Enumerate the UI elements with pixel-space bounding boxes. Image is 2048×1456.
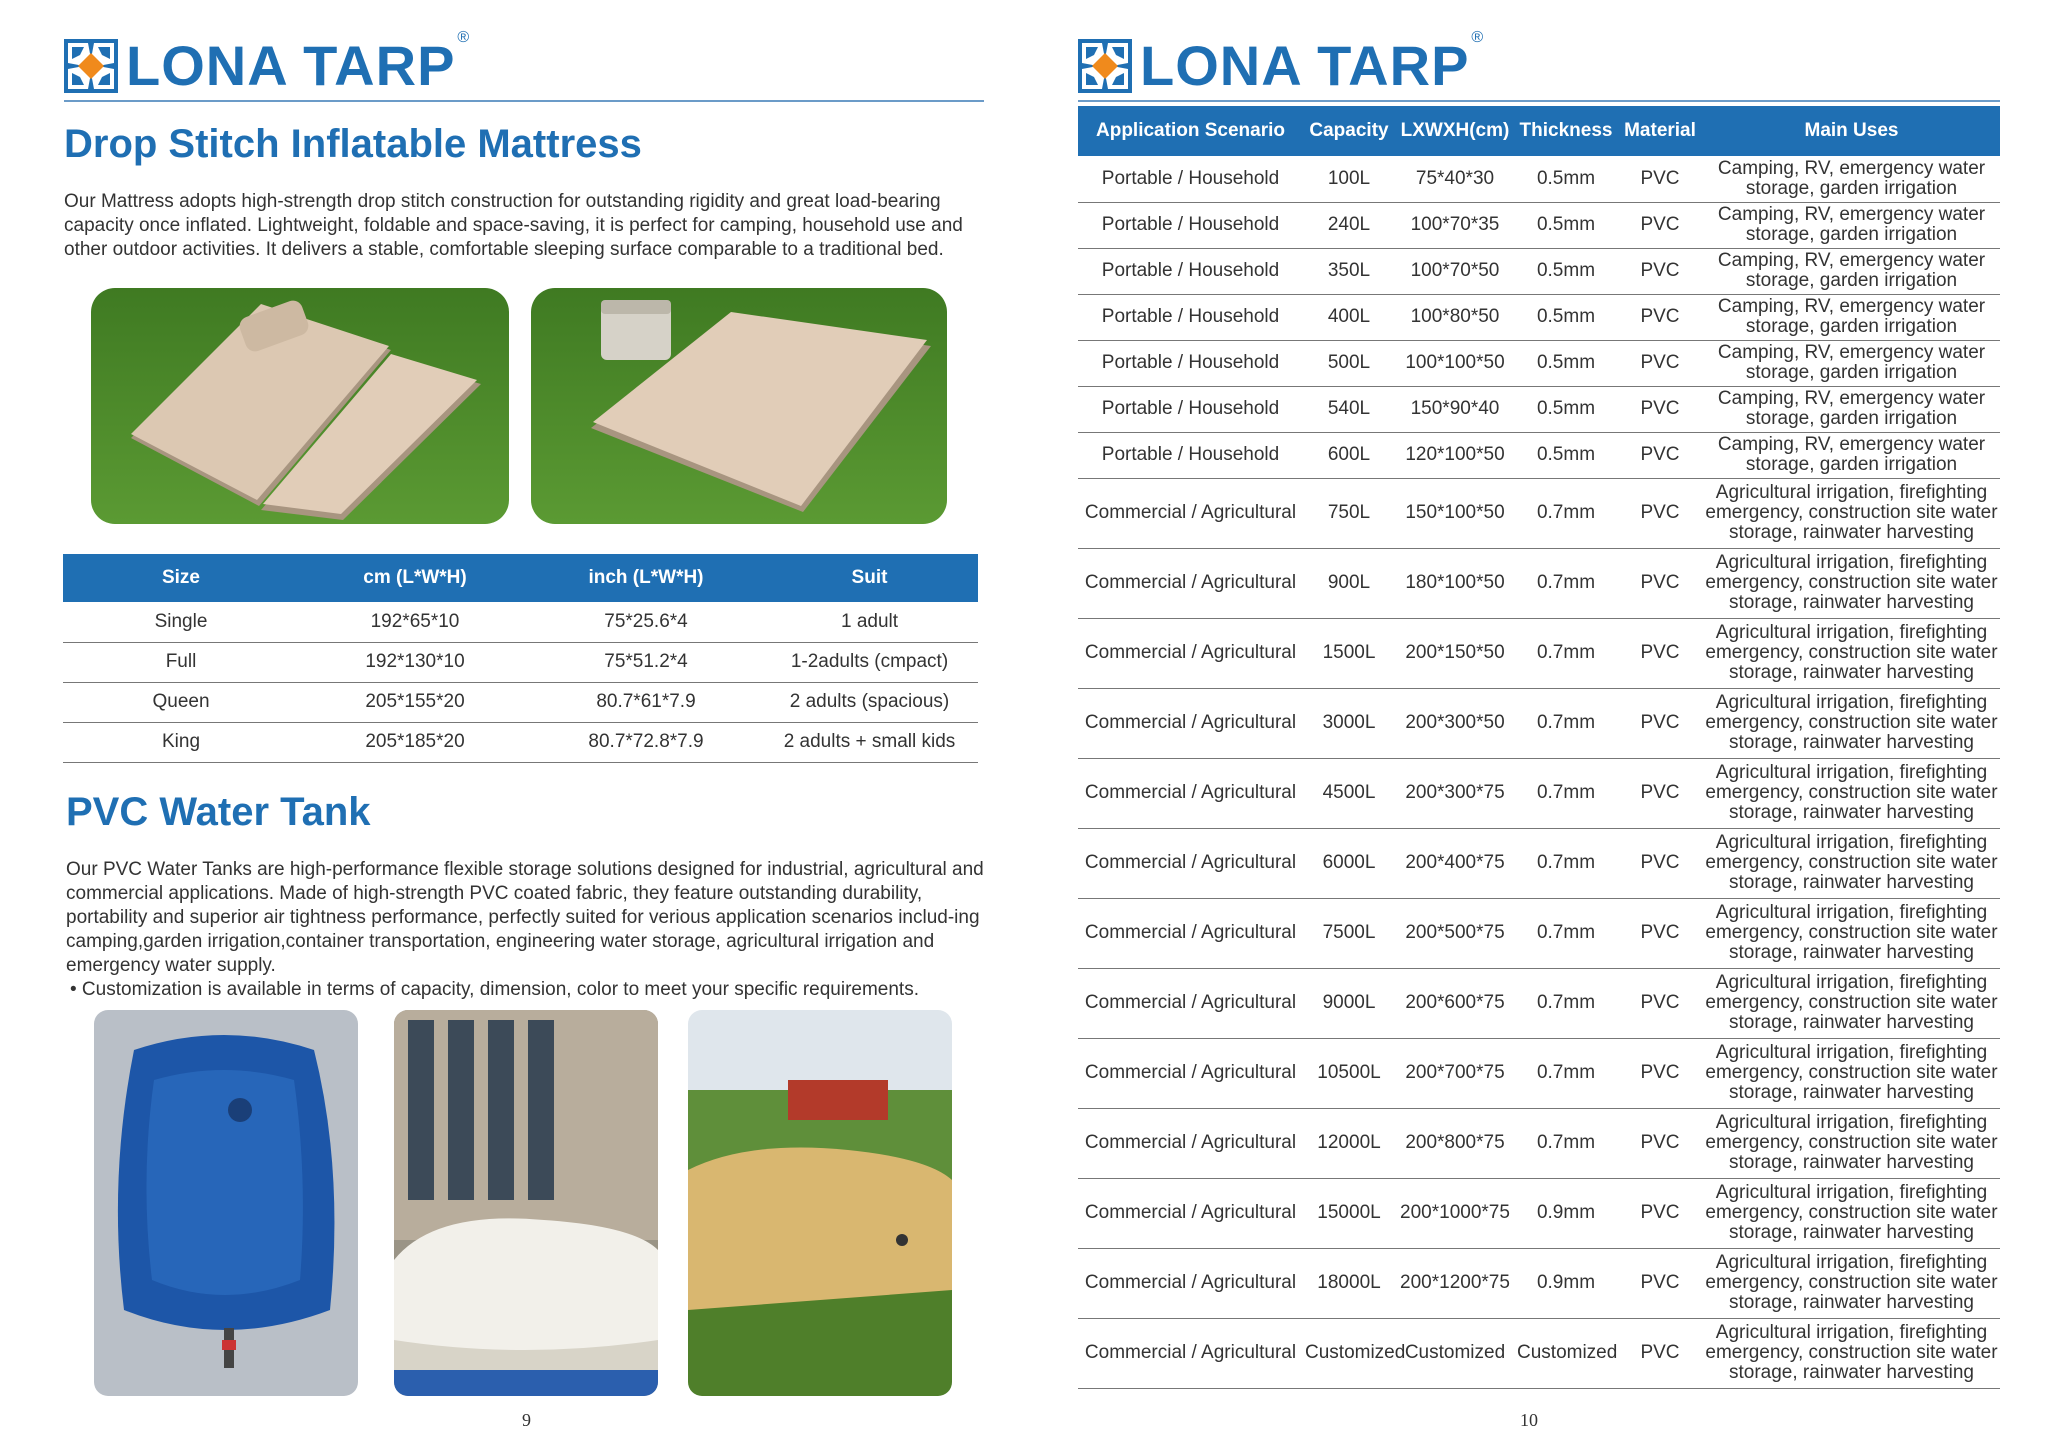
table-cell: 75*40*30 [1395,156,1515,202]
table-cell: PVC [1617,828,1703,898]
table-cell: 0.7mm [1515,1038,1617,1108]
table-cell: PVC [1617,202,1703,248]
table-cell: Commercial / Agricultural [1078,1038,1303,1108]
table-cell: Full [63,642,299,682]
table-cell: PVC [1617,432,1703,478]
table-cell: 192*130*10 [299,642,531,682]
table-cell: PVC [1617,294,1703,340]
main-uses-cell: Agricultural irrigation, firefighting emergency, construction site water storage, rainwater harvesting [1703,1108,2000,1178]
table-cell: PVC [1617,248,1703,294]
table-cell: 0.7mm [1515,828,1617,898]
table-cell: 200*300*50 [1395,688,1515,758]
table-cell: PVC [1617,156,1703,202]
table-cell: 18000L [1303,1248,1395,1318]
table-cell: 100*70*35 [1395,202,1515,248]
table-cell: 15000L [1303,1178,1395,1248]
table-cell: 200*500*75 [1395,898,1515,968]
table-cell: 0.7mm [1515,618,1617,688]
logo-mark-icon [1078,39,1132,93]
col-main-uses: Main Uses [1703,106,2000,156]
table-row [1078,688,2000,758]
col-dimensions: LXWXH(cm) [1395,106,1515,156]
col-application-scenario: Application Scenario [1078,106,1303,156]
table-cell: Commercial / Agricultural [1078,478,1303,548]
table-cell: PVC [1617,618,1703,688]
table-cell: 2 adults (spacious) [761,682,978,722]
table-cell: 100*70*50 [1395,248,1515,294]
table-cell: 900L [1303,548,1395,618]
table-cell: Commercial / Agricultural [1078,688,1303,758]
tank-description: Our PVC Water Tanks are high-performance flexible storage solutions designed for industrial, agricultural and commercial applications. Made of high-strength PVC coated fabric, they feature outstanding durability, portability and superior air tightness performance, perfectly suited for verious application scenarios includ-ing camping,garden irrigation,container transportation, engineering water storage, agricultural irrigation and emergency water supply. [66,859,984,976]
table-cell: 12000L [1303,1108,1395,1178]
table-cell: Portable / Household [1078,248,1303,294]
table-cell: 150*100*50 [1395,478,1515,548]
table-cell: PVC [1617,1108,1703,1178]
table-cell: PVC [1617,1038,1703,1108]
table-cell: 7500L [1303,898,1395,968]
table-cell: 0.7mm [1515,478,1617,548]
main-uses-cell: Agricultural irrigation, firefighting emergency, construction site water storage, rainwater harvesting [1703,898,2000,968]
table-cell: 100*80*50 [1395,294,1515,340]
table-cell: 500L [1303,340,1395,386]
page-number: 9 [522,1410,531,1430]
table-cell: PVC [1617,340,1703,386]
table-cell: PVC [1617,968,1703,1038]
table-cell: Commercial / Agricultural [1078,828,1303,898]
header-rule [1078,100,2000,102]
table-cell: Commercial / Agricultural [1078,1178,1303,1248]
table-cell: 180*100*50 [1395,548,1515,618]
mattress-description: Our Mattress adopts high-strength drop stitch construction for outstanding rigidity and great load-bearing capacity once inflated. Lightweight, foldable and space-saving, it is perfect for camping, household use and other outdoor activities. It delivers a stable, comfortable sleeping surface comparable to a traditional bed. [64,191,963,260]
table-cell: 0.7mm [1515,688,1617,758]
registered-mark: ® [1471,29,1484,46]
brand-name: LONA TARP [1140,34,1470,97]
brand-name: LONA TARP [126,34,456,97]
table-cell: 200*800*75 [1395,1108,1515,1178]
table-cell: 0.5mm [1515,248,1617,294]
table-cell: 205*185*20 [299,722,531,762]
table-cell: Commercial / Agricultural [1078,1248,1303,1318]
table-row [63,682,978,722]
table-cell: 1500L [1303,618,1395,688]
table-cell: 200*700*75 [1395,1038,1515,1108]
field-tank-photo [688,1010,952,1396]
table-cell: 400L [1303,294,1395,340]
main-uses-cell: Camping, RV, emergency water storage, garden irrigation [1703,202,2000,248]
table-cell: Customized [1515,1318,1617,1388]
main-uses-cell: Agricultural irrigation, firefighting emergency, construction site water storage, rainwater harvesting [1703,548,2000,618]
table-cell: 80.7*72.8*7.9 [531,722,761,762]
col-inch: inch (L*W*H) [531,554,761,602]
mattress-title: Drop Stitch Inflatable Mattress [64,122,642,166]
table-row [1078,432,2000,478]
blue-tank-photo [94,1010,358,1396]
table-cell: 100L [1303,156,1395,202]
water-tank-spec-table [1078,106,2000,1389]
table-cell: Portable / Household [1078,202,1303,248]
table-cell: Customized [1303,1318,1395,1388]
table-row [63,602,978,642]
table-cell: 0.5mm [1515,156,1617,202]
mattress-size-table [63,554,978,763]
table-cell: 150*90*40 [1395,386,1515,432]
table-cell: 100*100*50 [1395,340,1515,386]
table-cell: 0.7mm [1515,898,1617,968]
table-cell: 0.9mm [1515,1178,1617,1248]
main-uses-cell: Camping, RV, emergency water storage, garden irrigation [1703,294,2000,340]
main-uses-cell: Agricultural irrigation, firefighting emergency, construction site water storage, rainwater harvesting [1703,828,2000,898]
page-number: 10 [1520,1410,1538,1430]
table-row [1078,1178,2000,1248]
table-row [1078,1318,2000,1388]
table-cell: 0.5mm [1515,386,1617,432]
main-uses-cell: Agricultural irrigation, firefighting emergency, construction site water storage, rainwater harvesting [1703,688,2000,758]
brand-logo [1078,29,1484,97]
table-cell: Single [63,602,299,642]
main-uses-cell: Agricultural irrigation, firefighting emergency, construction site water storage, rainwater harvesting [1703,618,2000,688]
table-cell: 200*400*75 [1395,828,1515,898]
table-cell: Portable / Household [1078,156,1303,202]
catalog-page-right [1024,0,2048,1456]
table-row [63,722,978,762]
header-rule [64,100,984,102]
main-uses-cell: Camping, RV, emergency water storage, garden irrigation [1703,432,2000,478]
table-row [1078,548,2000,618]
table-cell: 80.7*61*7.9 [531,682,761,722]
table-cell: 200*300*75 [1395,758,1515,828]
table-cell: PVC [1617,1248,1703,1318]
table-cell: 0.7mm [1515,758,1617,828]
table-cell: 6000L [1303,828,1395,898]
table-header-row [63,554,978,602]
table-row [1078,202,2000,248]
logo-mark-icon [64,39,118,93]
table-row [1078,156,2000,202]
table-cell: 0.7mm [1515,968,1617,1038]
tank-title: PVC Water Tank [66,790,371,834]
col-cm: cm (L*W*H) [299,554,531,602]
table-cell: 0.5mm [1515,202,1617,248]
tank-customization-note: • Customization is available in terms of capacity, dimension, color to meet your specific requirements. [70,979,919,1000]
brand-logo [64,29,470,97]
table-cell: 600L [1303,432,1395,478]
table-cell: 0.5mm [1515,432,1617,478]
table-cell: 3000L [1303,688,1395,758]
table-cell: Commercial / Agricultural [1078,968,1303,1038]
main-uses-cell: Agricultural irrigation, firefighting emergency, construction site water storage, rainwater harvesting [1703,1038,2000,1108]
table-cell: Commercial / Agricultural [1078,758,1303,828]
table-cell: 192*65*10 [299,602,531,642]
main-uses-cell: Agricultural irrigation, firefighting emergency, construction site water storage, rainwater harvesting [1703,758,2000,828]
table-cell: 120*100*50 [1395,432,1515,478]
table-cell: Queen [63,682,299,722]
table-row [1078,1108,2000,1178]
main-uses-cell: Agricultural irrigation, firefighting emergency, construction site water storage, rainwater harvesting [1703,1318,2000,1388]
table-cell: Customized [1395,1318,1515,1388]
col-capacity: Capacity [1303,106,1395,156]
white-pillow-tank-photo [394,1010,658,1396]
table-cell: Commercial / Agricultural [1078,1108,1303,1178]
table-cell: 0.5mm [1515,294,1617,340]
table-cell: 75*25.6*4 [531,602,761,642]
table-row [1078,828,2000,898]
table-cell: 2 adults + small kids [761,722,978,762]
table-cell: 200*150*50 [1395,618,1515,688]
table-cell: Portable / Household [1078,294,1303,340]
table-cell: Commercial / Agricultural [1078,898,1303,968]
main-uses-cell: Agricultural irrigation, firefighting emergency, construction site water storage, rainwater harvesting [1703,1178,2000,1248]
table-cell: Portable / Household [1078,386,1303,432]
table-cell: PVC [1617,478,1703,548]
table-row [1078,340,2000,386]
table-row [1078,248,2000,294]
table-cell: Portable / Household [1078,432,1303,478]
col-size: Size [63,554,299,602]
col-suit: Suit [761,554,978,602]
table-cell: 4500L [1303,758,1395,828]
table-cell: 0.5mm [1515,340,1617,386]
table-row [1078,618,2000,688]
table-cell: 540L [1303,386,1395,432]
table-cell: Commercial / Agricultural [1078,548,1303,618]
table-cell: 0.7mm [1515,1108,1617,1178]
table-cell: 10500L [1303,1038,1395,1108]
table-row [1078,758,2000,828]
table-row [1078,386,2000,432]
main-uses-cell: Agricultural irrigation, firefighting emergency, construction site water storage, rainwater harvesting [1703,1248,2000,1318]
table-cell: Portable / Household [1078,340,1303,386]
table-row [1078,968,2000,1038]
table-cell: 9000L [1303,968,1395,1038]
main-uses-cell: Camping, RV, emergency water storage, garden irrigation [1703,340,2000,386]
table-cell: PVC [1617,898,1703,968]
table-cell: 200*1000*75 [1395,1178,1515,1248]
table-row [1078,1248,2000,1318]
registered-mark: ® [457,29,470,46]
table-cell: 200*1200*75 [1395,1248,1515,1318]
main-uses-cell: Camping, RV, emergency water storage, garden irrigation [1703,156,2000,202]
table-row [1078,478,2000,548]
table-row [1078,898,2000,968]
table-cell: PVC [1617,688,1703,758]
table-cell: PVC [1617,1318,1703,1388]
col-material: Material [1617,106,1703,156]
table-cell: 205*155*20 [299,682,531,722]
mattress-photo-single [531,288,947,524]
table-row [63,642,978,682]
main-uses-cell: Camping, RV, emergency water storage, garden irrigation [1703,386,2000,432]
table-cell: 1-2adults (cmpact) [761,642,978,682]
table-cell: Commercial / Agricultural [1078,1318,1303,1388]
table-row [1078,1038,2000,1108]
table-cell: 750L [1303,478,1395,548]
table-cell: 0.9mm [1515,1248,1617,1318]
main-uses-cell: Agricultural irrigation, firefighting emergency, construction site water storage, rainwater harvesting [1703,968,2000,1038]
table-row [1078,294,2000,340]
table-cell: 200*600*75 [1395,968,1515,1038]
table-cell: 350L [1303,248,1395,294]
table-cell: King [63,722,299,762]
table-cell: Commercial / Agricultural [1078,618,1303,688]
table-cell: 0.7mm [1515,548,1617,618]
table-cell: 1 adult [761,602,978,642]
main-uses-cell: Camping, RV, emergency water storage, garden irrigation [1703,248,2000,294]
table-cell: 75*51.2*4 [531,642,761,682]
col-thickness: Thickness [1515,106,1617,156]
mattress-photo-pair [91,288,509,524]
table-cell: PVC [1617,386,1703,432]
table-cell: 240L [1303,202,1395,248]
table-cell: PVC [1617,1178,1703,1248]
table-cell: PVC [1617,758,1703,828]
main-uses-cell: Agricultural irrigation, firefighting emergency, construction site water storage, rainwater harvesting [1703,478,2000,548]
table-header-row [1078,106,2000,156]
table-cell: PVC [1617,548,1703,618]
